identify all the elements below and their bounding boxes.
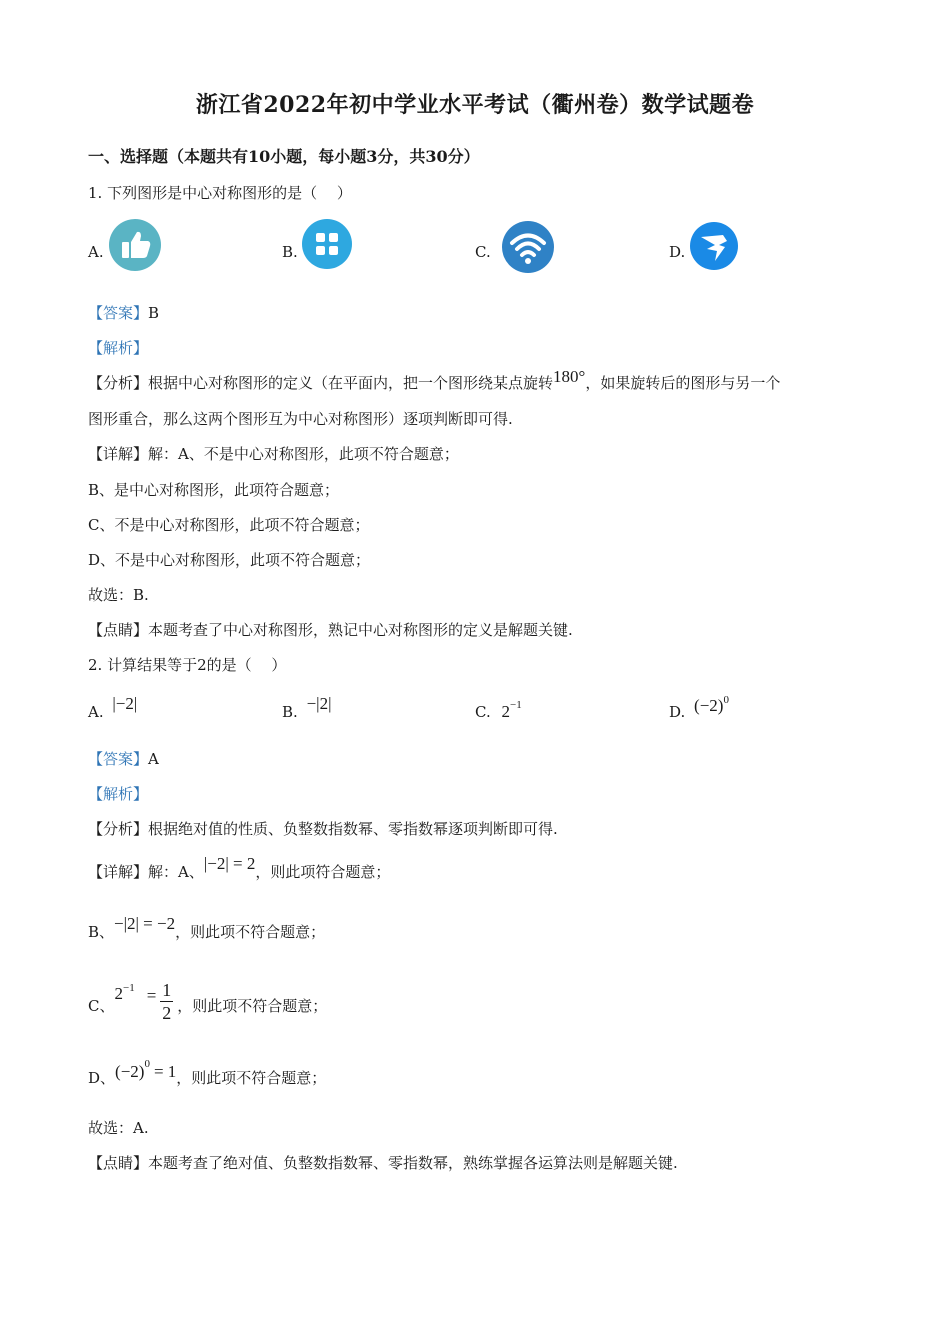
fenxi-text: 根据绝对值的性质、负整数指数幂、零指数幂逐项判断即可得. xyxy=(148,820,558,838)
q2-answer xyxy=(88,749,159,769)
wifi-icon xyxy=(501,220,555,278)
q1-answer xyxy=(88,303,159,323)
xj-d-sup: 0 xyxy=(144,1058,150,1070)
xj-c-sup: −1 xyxy=(122,982,135,994)
q2-option-c-base: 2 xyxy=(501,702,510,721)
xj-a-prefix: 解：A、 xyxy=(148,863,204,881)
xj-a-suffix: ，则此项符合题意； xyxy=(255,863,391,881)
q2-option-b-expr: −|2| xyxy=(306,694,332,713)
q2-dianjing xyxy=(88,1153,678,1173)
q1-xiangjie xyxy=(88,444,459,464)
q1-option-d-label: D. xyxy=(669,243,686,261)
q2-option-d xyxy=(669,694,729,722)
q2-option-a-expr: |−2| xyxy=(112,694,138,713)
q2-analysis-tag xyxy=(88,784,148,804)
xj-b-math: −|2| = −2 xyxy=(114,914,176,933)
q2-option-c xyxy=(475,699,522,722)
answer-value: B xyxy=(148,304,160,322)
q2-option-b-label: B. xyxy=(282,703,298,721)
analysis-tag: 【解析】 xyxy=(88,785,149,803)
q2-option-b xyxy=(282,694,332,722)
q1-option-c-label: C. xyxy=(475,243,491,261)
thumbs-up-icon xyxy=(108,218,162,276)
q2-option-a xyxy=(88,694,138,722)
q1-option-a-label: A. xyxy=(88,243,104,261)
fenxi-text-1: 根据中心对称图形的定义（在平面内，把一个图形绕某点旋转 xyxy=(148,374,554,392)
q2-option-d-label: D. xyxy=(669,703,686,721)
answer-tag: 【答案】 xyxy=(88,304,149,322)
xj-b-suffix: ，则此项不符合题意； xyxy=(175,923,326,941)
fenxi-tag: 【分析】 xyxy=(88,374,149,392)
xj-c-base: 2 xyxy=(114,984,123,1003)
q1-line-b: B、是中心对称图形，此项符合题意； xyxy=(88,481,340,499)
q1-dianjing xyxy=(88,620,573,640)
q1-stem: 1. 下列图形是中心对称图形的是（ ） xyxy=(88,184,352,202)
fraction-denominator: 2 xyxy=(162,1002,172,1023)
analysis-tag: 【解析】 xyxy=(88,339,149,357)
xj-c-eq: = xyxy=(146,986,157,1005)
fenxi-text-2: ，如果旋转后的图形与另一个 xyxy=(585,374,781,392)
section-heading: 一、选择题（本题共有10小题，每小题3分，共30分） xyxy=(88,147,480,166)
four-squares-icon xyxy=(301,218,353,274)
q2-stem: 2. 计算结果等于2的是（ ） xyxy=(88,656,287,674)
q1-line-c: C、不是中心对称图形，此项不符合题意； xyxy=(88,516,370,534)
dianjing-text: 本题考查了绝对值、负整数指数幂、零指数幂，熟练掌握各运算法则是解题关键. xyxy=(148,1154,678,1172)
q1-fenxi xyxy=(88,367,781,393)
xj-c-prefix: C、 xyxy=(88,997,115,1015)
q2-xiangjie-c xyxy=(88,981,327,1033)
dianjing-tag: 【点睛】 xyxy=(88,621,149,639)
q2-option-d-sup: 0 xyxy=(723,694,729,706)
xj-c-suffix: ，则此项不符合题意； xyxy=(177,997,328,1015)
q2-option-c-label: C. xyxy=(475,703,491,721)
answer-value: A xyxy=(148,750,159,768)
xj-d-prefix: D、 xyxy=(88,1069,116,1087)
bird-icon xyxy=(689,221,739,275)
q2-option-c-sup: −1 xyxy=(510,699,522,711)
fenxi-degree: 180° xyxy=(553,367,586,386)
q2-xiangjie-a xyxy=(88,854,391,882)
xj-d-suffix: ，则此项不符合题意； xyxy=(176,1069,327,1087)
xiangjie-a: 解：A、不是中心对称图形，此项不符合题意； xyxy=(148,445,459,463)
xj-a-math: |−2| = 2 xyxy=(203,854,256,873)
q2-xiangjie-d xyxy=(88,1058,327,1090)
fraction-numerator: 1 xyxy=(162,979,172,1000)
q2-choose: 故选：A. xyxy=(88,1119,149,1137)
xj-c-fraction xyxy=(160,979,173,1024)
q1-fenxi-cont: 图形重合，那么这两个图形互为中心对称图形）逐项判断即可得. xyxy=(88,410,513,428)
q1-line-d: D、不是中心对称图形，此项不符合题意； xyxy=(88,551,371,569)
page-title: 浙江省2022年初中学业水平考试（衢州卷）数学试题卷 xyxy=(195,92,755,118)
q1-analysis-tag xyxy=(88,338,148,358)
answer-tag: 【答案】 xyxy=(88,750,149,768)
q2-option-d-base: (−2) xyxy=(694,696,724,715)
xiangjie-tag: 【详解】 xyxy=(88,445,149,463)
xj-d-eq: = 1 xyxy=(153,1062,177,1081)
xiangjie-tag: 【详解】 xyxy=(88,863,149,881)
xj-d-base: (−2) xyxy=(115,1062,145,1081)
q2-xiangjie-b xyxy=(88,914,326,942)
dianjing-tag: 【点睛】 xyxy=(88,1154,149,1172)
q2-option-a-label: A. xyxy=(88,703,104,721)
xj-b-prefix: B、 xyxy=(88,923,115,941)
q1-choose: 故选：B. xyxy=(88,586,149,604)
q2-fenxi xyxy=(88,819,558,839)
dianjing-text: 本题考查了中心对称图形，熟记中心对称图形的定义是解题关键. xyxy=(148,621,573,639)
q1-option-b-label: B. xyxy=(282,243,298,261)
fenxi-tag: 【分析】 xyxy=(88,820,149,838)
